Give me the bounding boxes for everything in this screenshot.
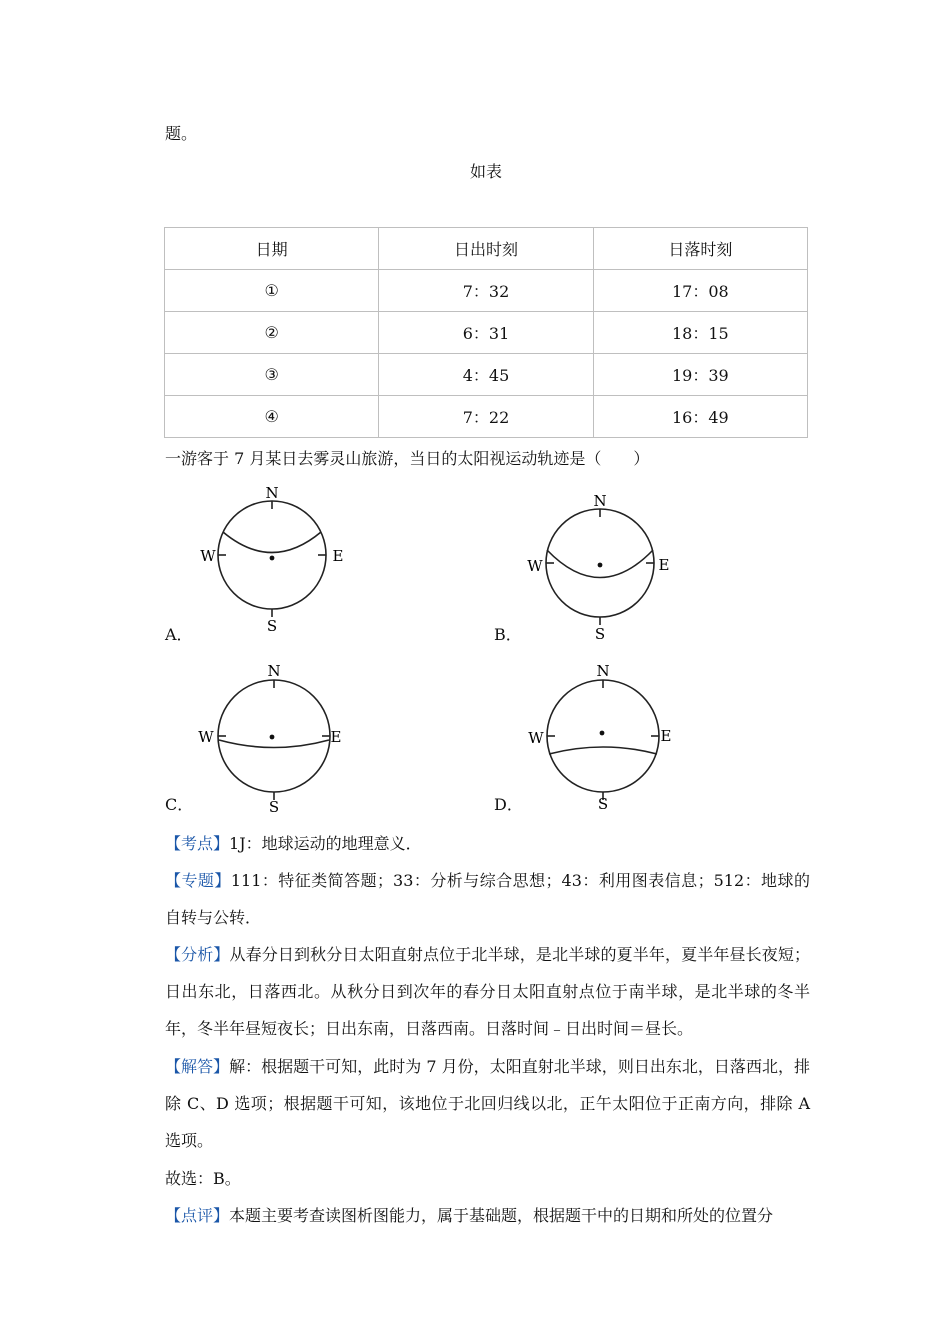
sun-path-diagram-c <box>192 655 362 815</box>
option-b-label: B． <box>494 625 522 644</box>
sun-path-arc <box>549 747 657 754</box>
option-c-label: C． <box>165 795 194 814</box>
east-label: E <box>330 728 342 746</box>
kaodian-text: 1J：地球运动的地理意义． <box>229 834 422 853</box>
horizon-circle <box>547 680 659 792</box>
sun-path-diagram-a <box>190 480 360 640</box>
south-label: S <box>266 617 278 635</box>
table-cell: ④ <box>165 396 379 438</box>
dianping-text: 本题主要考查读图析图能力，属于基础题，根据题干中的日期和所处的位置分 <box>229 1206 774 1225</box>
question-text: 一游客于 7 月某日去雾灵山旅游，当日的太阳视运动轨迹是（ ） <box>165 449 650 468</box>
table-header-row <box>165 228 808 270</box>
zhuanti-section <box>165 862 810 936</box>
north-label: N <box>267 662 281 680</box>
south-label: S <box>594 625 606 643</box>
south-label: S <box>268 798 280 815</box>
zhuanti-text: 111：特征类简答题；33：分析与综合思想；43：利用图表信息；512：地球的自转与公转． <box>165 871 810 927</box>
option-a-label: A． <box>165 625 193 644</box>
fenxi-text: 从春分日到秋分日太阳直射点位于北半球，是北半球的夏半年，夏半年昼长夜短；日出东北，日落西北。从秋分日到次年的春分日太阳直射点位于南半球，是北半球的冬半年，冬半年昼短夜长；日出东南，日落西南。日落时间﹣日出时间＝昼长。 <box>165 945 810 1038</box>
table-cell: 7：22 <box>379 396 593 438</box>
jieda-text: 解：根据题干可知，此时为 7 月份，太阳直射北半球，则日出东北，日落西北，排除 C、D 选项；根据题干可知，该地位于北回归线以北，正午太阳位于正南方向，排除 A 选项。 <box>165 1057 810 1150</box>
table-cell: ③ <box>165 354 379 396</box>
west-label: W <box>200 547 216 565</box>
east-label: E <box>660 727 672 745</box>
zhuanti-tag: 【专题】 <box>165 871 231 890</box>
option-d-label: D． <box>494 795 523 814</box>
east-label: E <box>332 547 344 565</box>
sun-path-arc <box>219 740 329 748</box>
table-cell: 16：49 <box>593 396 807 438</box>
table-row <box>165 312 808 354</box>
continuation-text: 题。 <box>165 124 198 143</box>
west-label: W <box>528 729 544 747</box>
header-cell: 日落时刻 <box>593 228 807 270</box>
kaodian-section <box>165 825 810 862</box>
south-label: S <box>597 795 609 813</box>
table-row <box>165 354 808 396</box>
kaodian-tag: 【考点】 <box>165 834 230 853</box>
sunrise-sunset-table <box>164 227 808 438</box>
table-cell: 7：32 <box>379 270 593 312</box>
table-cell: ① <box>165 270 379 312</box>
west-label: W <box>527 557 543 575</box>
fenxi-section <box>165 936 810 1047</box>
observer-dot <box>270 556 275 561</box>
table-cell: 17：08 <box>593 270 807 312</box>
header-cell: 日出时刻 <box>379 228 593 270</box>
jieda-tag: 【解答】 <box>165 1057 230 1076</box>
table-row <box>165 396 808 438</box>
table-cell: 19：39 <box>593 354 807 396</box>
north-label: N <box>265 484 279 502</box>
fenxi-tag: 【分析】 <box>165 945 230 964</box>
north-label: N <box>593 492 607 510</box>
west-label: W <box>198 728 214 746</box>
sun-path-arc <box>223 532 321 553</box>
header-cell: 日期 <box>165 228 379 270</box>
table-cell: 4：45 <box>379 354 593 396</box>
sun-path-diagram-b <box>518 488 688 648</box>
north-label: N <box>596 662 610 680</box>
observer-dot <box>600 731 605 736</box>
dianping-section <box>165 1197 810 1234</box>
observer-dot <box>270 735 275 740</box>
answer-line: 故选：B。 <box>165 1169 241 1188</box>
dianping-tag: 【点评】 <box>165 1206 230 1225</box>
table-caption: 如表 <box>469 162 502 181</box>
east-label: E <box>658 556 670 574</box>
sun-path-diagram-d <box>520 655 690 815</box>
table-row <box>165 270 808 312</box>
table-cell: 6：31 <box>379 312 593 354</box>
observer-dot <box>598 563 603 568</box>
table-cell: 18：15 <box>593 312 807 354</box>
jieda-section <box>165 1048 810 1159</box>
horizon-circle <box>218 501 326 609</box>
table-cell: ② <box>165 312 379 354</box>
